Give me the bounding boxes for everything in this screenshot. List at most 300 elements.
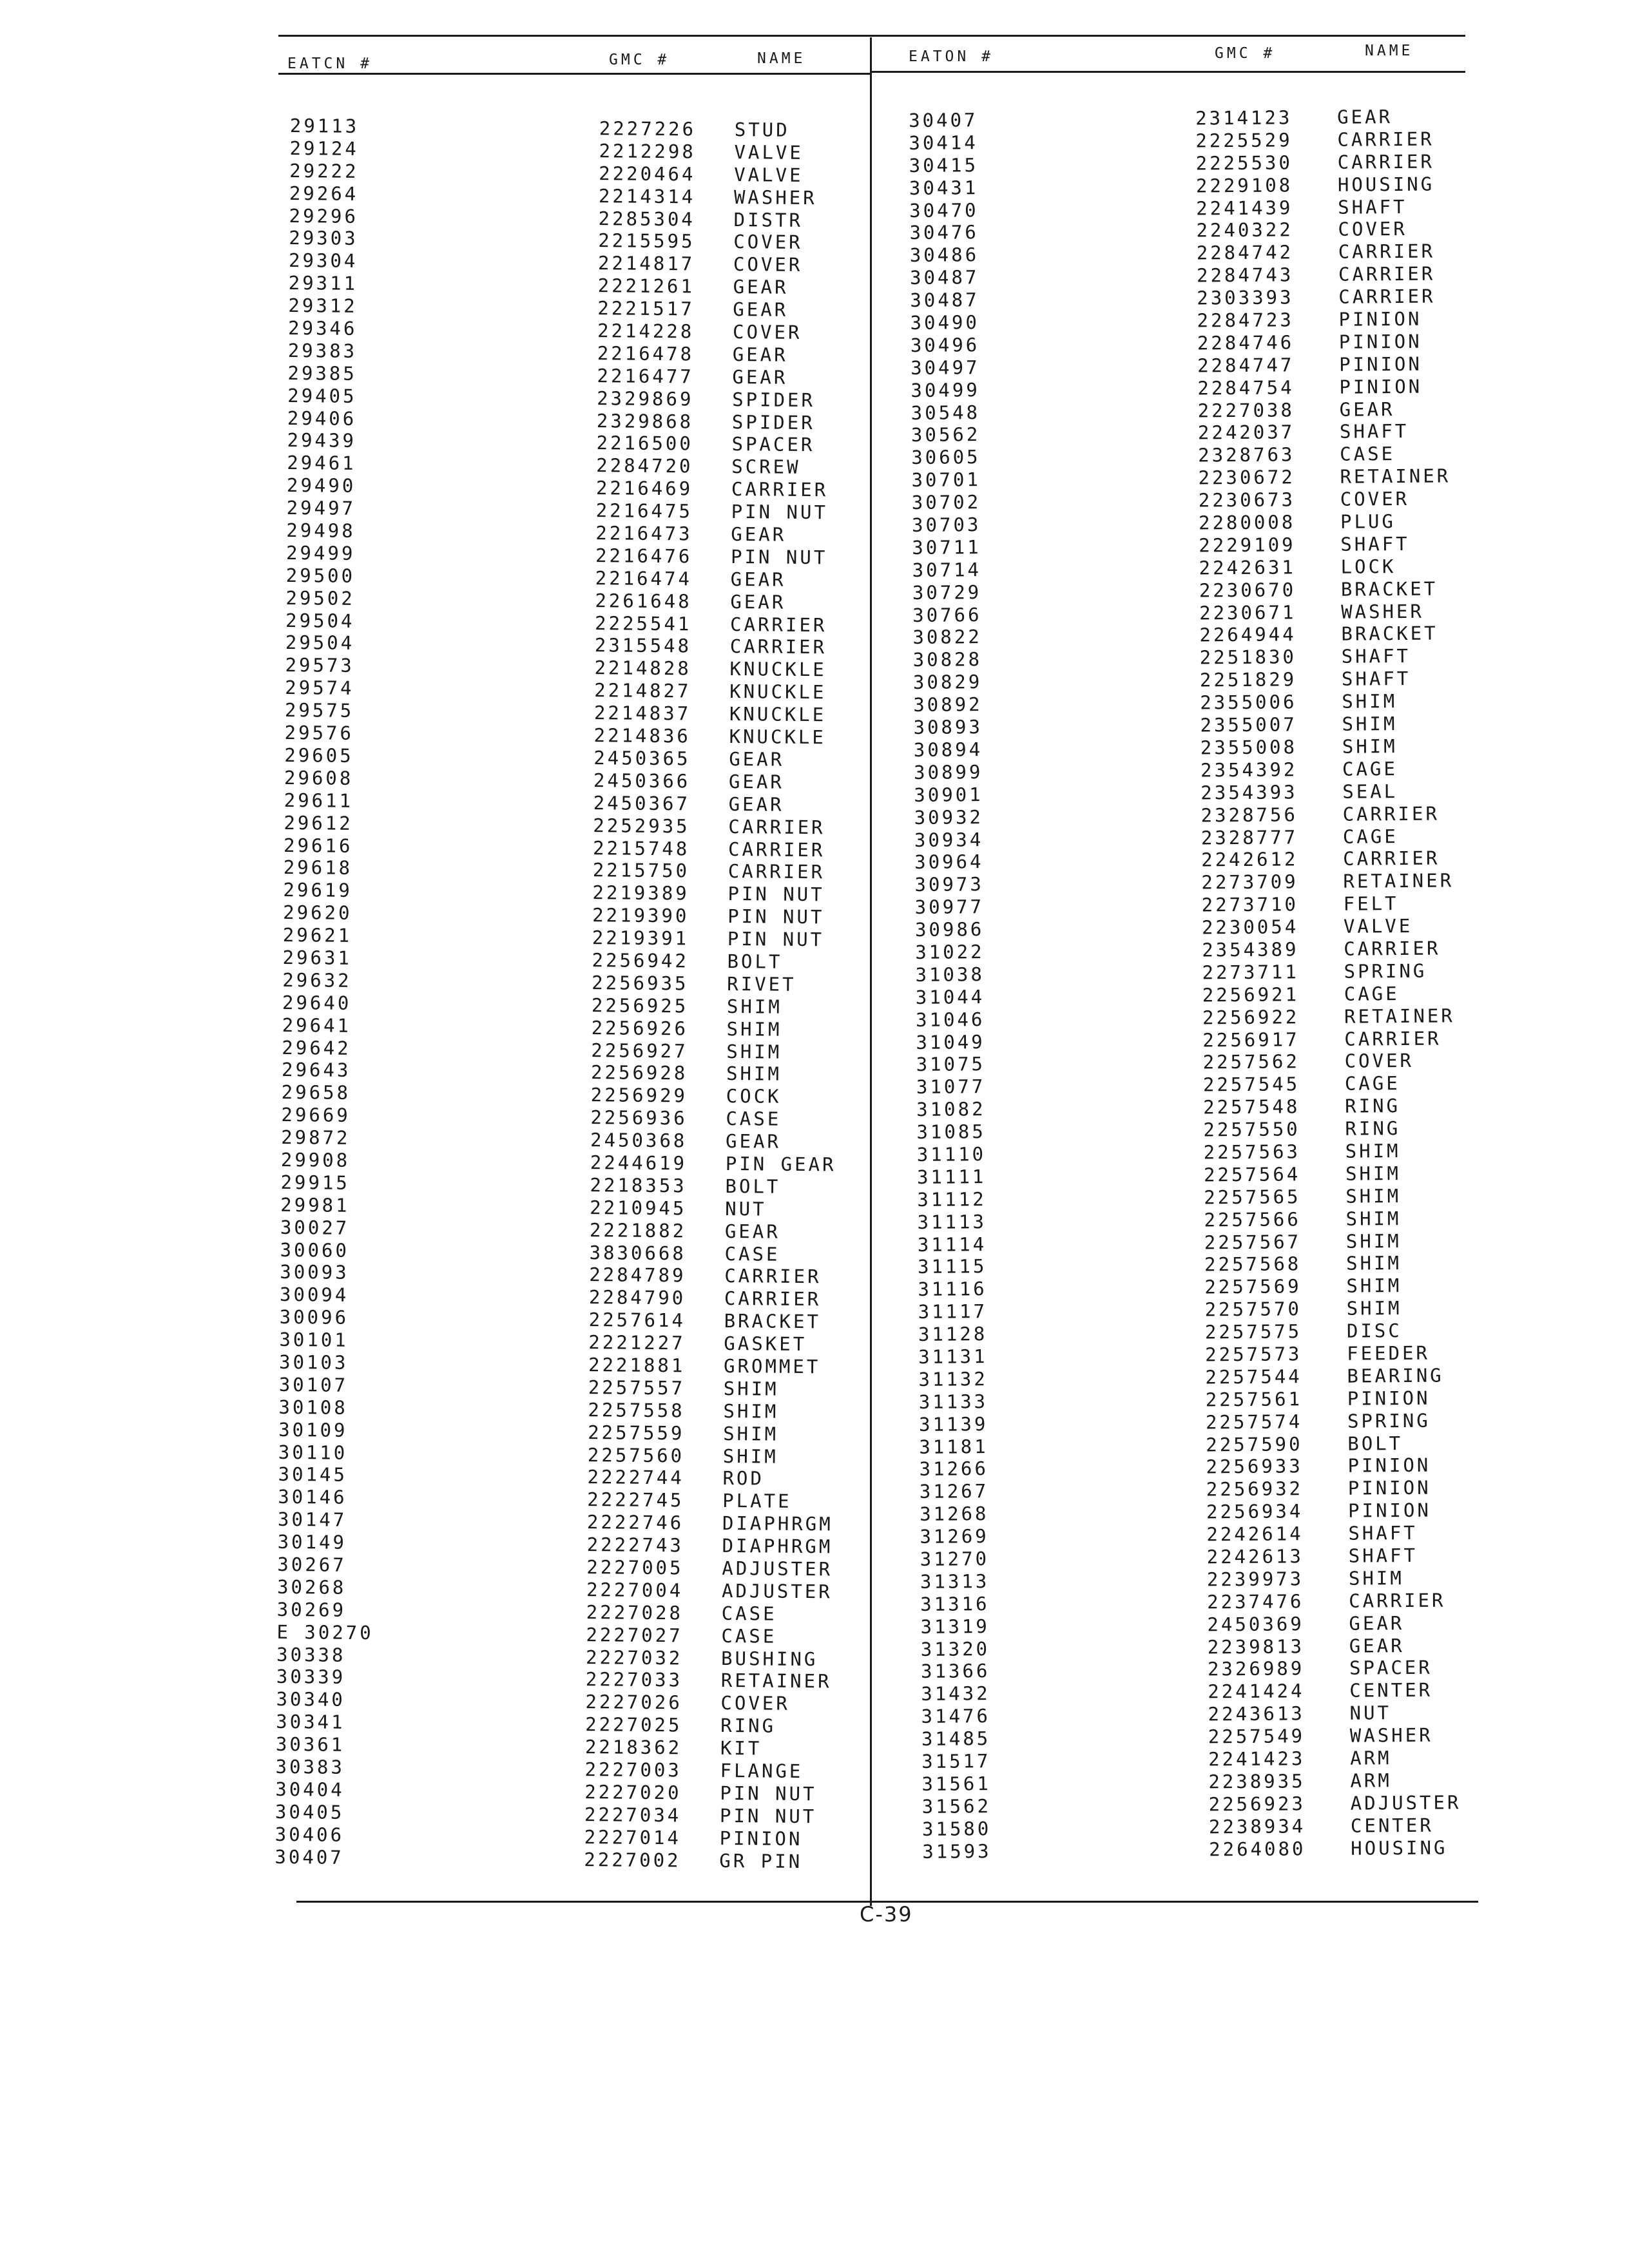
cell-gmc: 2328777 xyxy=(1200,825,1298,849)
cell-eaton: 31319 xyxy=(920,1615,990,1638)
cell-gmc: 2216469 xyxy=(595,477,693,500)
cell-gmc: 2284723 xyxy=(1197,309,1294,332)
cell-eaton: 31128 xyxy=(918,1323,988,1346)
cell-eaton: 31476 xyxy=(921,1705,991,1728)
cell-name: SHIM xyxy=(1345,1184,1402,1207)
cell-gmc: 2355006 xyxy=(1200,691,1297,714)
cell-gmc: 2273710 xyxy=(1201,893,1299,916)
cell-gmc: 2257549 xyxy=(1208,1725,1306,1748)
header-left-name: NAME xyxy=(757,50,806,67)
cell-gmc: 2237476 xyxy=(1207,1590,1304,1613)
cell-name: CAGE xyxy=(1344,982,1400,1005)
cell-eaton: 30110 xyxy=(278,1441,348,1464)
cell-eaton: 30711 xyxy=(912,536,981,559)
cell-eaton: 29620 xyxy=(283,901,352,925)
cell-gmc: 2256922 xyxy=(1202,1005,1300,1029)
cell-eaton: 31593 xyxy=(922,1840,992,1863)
cell-gmc: 2257614 xyxy=(588,1309,686,1332)
cell-eaton: 29618 xyxy=(283,856,353,879)
cell-gmc: 2214314 xyxy=(598,184,696,208)
cell-gmc: 2229109 xyxy=(1199,533,1296,557)
cell-eaton: 31268 xyxy=(919,1503,989,1526)
cell-gmc: 2229108 xyxy=(1195,173,1293,197)
cell-gmc: 2222746 xyxy=(586,1511,684,1534)
cell-name: SHIM xyxy=(726,1040,782,1063)
cell-name: BOLT xyxy=(727,950,783,973)
cell-name: WASHER xyxy=(1341,600,1425,623)
cell-gmc: 2216500 xyxy=(596,432,693,455)
cell-gmc: 2256925 xyxy=(591,994,689,1017)
cell-gmc: 2257567 xyxy=(1204,1230,1302,1253)
cell-eaton: 30490 xyxy=(910,311,980,334)
cell-gmc: 2261648 xyxy=(595,589,692,613)
cell-gmc: 2284742 xyxy=(1196,241,1294,264)
cell-eaton: 30269 xyxy=(276,1598,347,1621)
cell-gmc: 2216474 xyxy=(595,566,693,590)
cell-gmc: 3830668 xyxy=(589,1241,686,1264)
cell-gmc: 2227226 xyxy=(599,117,697,140)
cell-gmc: 2257563 xyxy=(1203,1140,1301,1164)
cell-name: SHIM xyxy=(1345,1252,1402,1275)
cell-gmc: 2256927 xyxy=(591,1039,688,1062)
cell-name: PINION xyxy=(1347,1499,1431,1522)
cell-gmc: 2284754 xyxy=(1197,376,1295,399)
cell-eaton: 30964 xyxy=(914,850,984,874)
cell-eaton: 31117 xyxy=(918,1300,988,1323)
cell-eaton: 31366 xyxy=(920,1660,990,1683)
header-underline-right xyxy=(871,71,1465,73)
column-divider xyxy=(870,37,872,1906)
cell-eaton: 29576 xyxy=(284,722,354,744)
cell-gmc: 2256936 xyxy=(590,1106,688,1129)
cell-name: SPRING xyxy=(1344,959,1427,983)
cell-eaton: 30829 xyxy=(912,671,983,694)
cell-name: CASE xyxy=(726,1108,782,1130)
cell-name: NUT xyxy=(1349,1702,1392,1724)
cell-gmc: 2329868 xyxy=(596,409,694,433)
cell-name: GEAR xyxy=(728,793,784,816)
header-left-eaton: EATCN # xyxy=(287,55,372,72)
cell-name: ARM xyxy=(1350,1769,1392,1792)
cell-eaton: 30899 xyxy=(913,760,983,783)
cell-gmc: 2214228 xyxy=(597,320,695,343)
cell-eaton: 30497 xyxy=(911,356,980,379)
cell-eaton: 31132 xyxy=(918,1367,988,1390)
cell-gmc: 2227004 xyxy=(586,1578,684,1602)
cell-name: PIN NUT xyxy=(731,501,829,524)
cell-eaton: 29405 xyxy=(287,384,357,407)
cell-eaton: 29124 xyxy=(289,137,360,160)
cell-name: SHIM xyxy=(1342,713,1398,735)
cell-gmc: 2221517 xyxy=(597,297,695,320)
cell-gmc: 2242631 xyxy=(1199,556,1296,579)
cell-name: RETAINER xyxy=(1344,1004,1455,1028)
cell-name: COVER xyxy=(720,1692,790,1715)
cell-name: KNUCKLE xyxy=(729,726,826,749)
cell-gmc: 2244619 xyxy=(590,1151,688,1175)
cell-name: BOLT xyxy=(725,1175,781,1198)
cell-gmc: 2256942 xyxy=(592,949,689,972)
cell-name: CAGE xyxy=(1342,825,1398,848)
cell-name: SHAFT xyxy=(1341,645,1411,668)
cell-name: RETAINER xyxy=(720,1669,832,1693)
cell-name: SHIM xyxy=(726,995,782,1018)
cell-eaton: 31115 xyxy=(917,1255,987,1278)
cell-name: COVER xyxy=(733,253,803,276)
cell-gmc: 2241439 xyxy=(1196,196,1293,220)
cell-gmc: 2354389 xyxy=(1202,938,1299,961)
cell-name: SHAFT xyxy=(1338,195,1407,218)
cell-name: FELT xyxy=(1343,892,1399,915)
cell-eaton: 31075 xyxy=(916,1053,986,1076)
cell-eaton: 29640 xyxy=(282,991,352,1014)
cell-name: HOUSING xyxy=(1351,1836,1448,1860)
cell-eaton: 31270 xyxy=(920,1548,990,1570)
cell-name: VALVE xyxy=(1343,914,1413,937)
cell-gmc: 2257564 xyxy=(1203,1163,1301,1186)
cell-gmc: 2222745 xyxy=(587,1488,684,1512)
cell-gmc: 2355007 xyxy=(1200,713,1297,736)
cell-gmc: 2256934 xyxy=(1206,1500,1304,1523)
cell-name: PIN NUT xyxy=(730,545,828,569)
cell-eaton: 29497 xyxy=(286,497,356,520)
header-underline-left xyxy=(278,73,871,75)
cell-gmc: 2257566 xyxy=(1204,1207,1301,1231)
cell-eaton: 30094 xyxy=(279,1283,349,1307)
cell-gmc: 2273709 xyxy=(1201,870,1298,894)
cell-name: CARRIER xyxy=(1338,285,1436,308)
cell-gmc: 2257575 xyxy=(1204,1320,1302,1343)
cell-eaton: 29619 xyxy=(283,879,352,902)
cell-name: SPACER xyxy=(1349,1657,1432,1680)
cell-gmc: 2315548 xyxy=(594,634,692,657)
cell-gmc: 2222743 xyxy=(586,1533,684,1557)
cell-eaton: 30145 xyxy=(278,1463,348,1486)
cell-eaton: 31181 xyxy=(919,1435,988,1458)
cell-gmc: 2252935 xyxy=(593,814,690,838)
cell-gmc: 2450369 xyxy=(1207,1612,1304,1636)
cell-gmc: 2215750 xyxy=(592,859,690,882)
cell-name: GEAR xyxy=(733,276,789,298)
cell-gmc: 2242612 xyxy=(1201,848,1298,871)
cell-name: SPACER xyxy=(731,433,815,456)
cell-name: PINION xyxy=(1347,1387,1431,1410)
cell-gmc: 2256933 xyxy=(1206,1455,1303,1478)
cell-eaton: 30822 xyxy=(912,626,982,649)
cell-eaton: 30108 xyxy=(278,1396,348,1419)
cell-name: CAGE xyxy=(1344,1072,1400,1095)
cell-eaton: 29303 xyxy=(289,227,358,250)
cell-eaton: 29264 xyxy=(289,182,359,205)
cell-name: PINION xyxy=(1339,375,1423,398)
cell-eaton: 30702 xyxy=(911,491,981,514)
cell-eaton: 30714 xyxy=(912,558,982,581)
cell-gmc: 2239973 xyxy=(1206,1568,1304,1591)
cell-name: GROMMET xyxy=(723,1354,821,1378)
cell-eaton: 31046 xyxy=(915,1008,985,1031)
cell-name: STUD xyxy=(734,119,790,141)
cell-gmc: 2264080 xyxy=(1209,1837,1306,1860)
cell-eaton: 30934 xyxy=(914,828,984,851)
cell-name: COVER xyxy=(1338,218,1407,241)
cell-gmc: 2450368 xyxy=(590,1129,688,1152)
cell-name: SHIM xyxy=(1345,1140,1401,1162)
cell-eaton: 29643 xyxy=(281,1059,351,1082)
cell-name: CARRIER xyxy=(724,1287,822,1311)
cell-name: CARRIER xyxy=(1337,128,1434,151)
cell-gmc: 2328763 xyxy=(1198,443,1295,466)
cell-name: SHIM xyxy=(723,1399,779,1423)
cell-eaton: 29608 xyxy=(284,766,354,789)
cell-name: SHIM xyxy=(726,1062,782,1086)
cell-eaton: 30415 xyxy=(909,153,979,177)
cell-gmc: 2221882 xyxy=(589,1218,687,1242)
cell-gmc: 2219389 xyxy=(592,881,689,905)
cell-name: CARRIER xyxy=(729,613,827,636)
cell-name: RIVET xyxy=(727,972,796,995)
cell-gmc: 2256935 xyxy=(592,971,689,995)
cell-name: SCREW xyxy=(731,456,801,479)
cell-gmc: 2329869 xyxy=(597,387,694,410)
cell-gmc: 2225529 xyxy=(1195,129,1293,152)
cell-eaton: 29632 xyxy=(282,968,352,992)
cell-eaton: 31085 xyxy=(916,1120,986,1144)
cell-name: PINION xyxy=(1338,307,1422,331)
cell-name: SHIM xyxy=(1345,1229,1402,1253)
cell-name: ADJUSTER xyxy=(722,1557,833,1581)
cell-gmc: 2257568 xyxy=(1204,1253,1302,1276)
cell-gmc: 2227020 xyxy=(584,1780,682,1804)
cell-gmc: 2219391 xyxy=(592,927,689,950)
cell-eaton: 29573 xyxy=(285,654,355,677)
cell-gmc: 2241424 xyxy=(1208,1680,1305,1703)
cell-name: CARRIER xyxy=(1337,150,1435,173)
cell-eaton: 30338 xyxy=(276,1643,346,1666)
cell-gmc: 2214836 xyxy=(593,724,691,747)
cell-name: SHIM xyxy=(723,1377,779,1400)
cell-name: CARRIER xyxy=(1338,240,1436,264)
cell-eaton: 29908 xyxy=(280,1148,351,1171)
cell-gmc: 2214817 xyxy=(597,252,695,275)
cell-gmc: 2225541 xyxy=(594,611,692,635)
cell-name: ADJUSTER xyxy=(721,1579,833,1603)
cell-eaton: E 30270 xyxy=(276,1620,374,1644)
cell-eaton: 31044 xyxy=(915,985,985,1008)
cell-name: GEAR xyxy=(732,343,788,366)
cell-name: SPRING xyxy=(1347,1409,1431,1432)
cell-name: BRACKET xyxy=(1340,577,1438,601)
cell-name: KNUCKLE xyxy=(729,680,827,704)
cell-name: DISTR xyxy=(733,208,804,231)
cell-name: DIAPHRGM xyxy=(722,1535,833,1558)
cell-name: CARRIER xyxy=(724,1265,822,1288)
cell-gmc: 2257562 xyxy=(1202,1050,1300,1073)
cell-name: CARRIER xyxy=(1343,847,1440,870)
left-parts-table xyxy=(275,115,857,1873)
cell-gmc: 2251830 xyxy=(1199,646,1297,669)
cell-gmc: 2284720 xyxy=(596,454,693,477)
cell-eaton: 31139 xyxy=(918,1412,988,1436)
cell-name: HOUSING xyxy=(1337,173,1435,196)
cell-eaton: 30383 xyxy=(275,1755,345,1778)
cell-eaton: 29504 xyxy=(285,609,355,632)
cell-gmc: 2242037 xyxy=(1197,421,1295,444)
cell-name: CENTER xyxy=(1350,1814,1434,1837)
cell-gmc: 2243613 xyxy=(1208,1702,1305,1725)
cell-name: SHAFT xyxy=(1348,1521,1418,1544)
cell-gmc: 2303393 xyxy=(1197,286,1294,309)
cell-name: CARRIER xyxy=(728,838,825,861)
cell-eaton: 30973 xyxy=(914,873,984,896)
cell-eaton: 30267 xyxy=(277,1553,347,1576)
cell-eaton: 30932 xyxy=(914,805,984,829)
cell-name: SHAFT xyxy=(1340,532,1410,555)
cell-gmc: 2216477 xyxy=(597,364,694,388)
cell-gmc: 2354392 xyxy=(1200,758,1298,782)
cell-name: SHAFT xyxy=(1339,420,1409,443)
cell-gmc: 2238935 xyxy=(1208,1770,1306,1793)
cell-gmc: 2242614 xyxy=(1206,1523,1304,1546)
cell-name: KIT xyxy=(720,1737,762,1760)
cell-name: SHIM xyxy=(1346,1297,1402,1320)
cell-gmc: 2227026 xyxy=(585,1691,682,1714)
cell-eaton: 30703 xyxy=(911,514,981,537)
cell-gmc: 2214837 xyxy=(593,702,691,725)
cell-gmc: 2230672 xyxy=(1198,466,1295,489)
cell-name: GEAR xyxy=(1349,1611,1405,1635)
cell-eaton: 29642 xyxy=(282,1036,351,1059)
cell-eaton: 30605 xyxy=(911,446,981,469)
cell-name: ADJUSTER xyxy=(1350,1791,1461,1814)
cell-eaton: 30729 xyxy=(912,581,982,604)
header-left-gmc: GMC # xyxy=(609,52,670,68)
cell-name: CARRIER xyxy=(1342,802,1440,825)
cell-eaton: 29616 xyxy=(283,834,353,857)
cell-gmc: 2257561 xyxy=(1205,1388,1303,1411)
cell-gmc: 2239813 xyxy=(1207,1635,1305,1658)
cell-eaton: 29605 xyxy=(284,744,354,767)
cell-eaton: 30149 xyxy=(277,1531,347,1553)
cell-eaton: 30487 xyxy=(910,289,979,312)
cell-eaton: 29499 xyxy=(285,541,356,564)
cell-eaton: 30147 xyxy=(277,1508,347,1532)
cell-gmc: 2242613 xyxy=(1206,1545,1304,1568)
cell-eaton: 29113 xyxy=(289,115,360,137)
cell-name: PINION xyxy=(1347,1454,1431,1477)
cell-gmc: 2450365 xyxy=(593,747,691,770)
cell-eaton: 30093 xyxy=(280,1261,349,1284)
cell-eaton: 31131 xyxy=(918,1345,988,1368)
cell-eaton: 29872 xyxy=(281,1126,351,1149)
cell-gmc: 2257559 xyxy=(588,1421,685,1445)
cell-gmc: 2216476 xyxy=(595,544,693,568)
cell-eaton: 30060 xyxy=(280,1238,350,1262)
cell-name: RETAINER xyxy=(1343,869,1454,893)
cell-eaton: 31113 xyxy=(917,1210,987,1233)
cell-gmc: 2328756 xyxy=(1200,803,1298,827)
cell-eaton: 31320 xyxy=(920,1637,990,1660)
cell-name: BUSHING xyxy=(720,1647,818,1670)
cell-gmc: 2251829 xyxy=(1199,668,1297,691)
cell-gmc: 2273711 xyxy=(1202,961,1299,984)
cell-eaton: 29311 xyxy=(288,272,358,295)
cell-gmc: 2218362 xyxy=(584,1736,682,1759)
cell-eaton: 31266 xyxy=(919,1457,989,1481)
cell-gmc: 2227038 xyxy=(1197,398,1295,422)
cell-gmc: 2257565 xyxy=(1204,1186,1301,1209)
cell-name: PINION xyxy=(719,1827,803,1850)
cell-gmc: 2257545 xyxy=(1202,1073,1300,1096)
cell-eaton: 29658 xyxy=(281,1081,351,1104)
cell-name: PIN NUT xyxy=(728,883,825,906)
cell-name: SHIM xyxy=(1345,1162,1401,1185)
cell-eaton: 31517 xyxy=(921,1750,991,1773)
cell-eaton: 29641 xyxy=(282,1014,352,1037)
cell-gmc: 2326989 xyxy=(1207,1657,1305,1680)
cell-gmc: 2216475 xyxy=(595,499,693,523)
cell-eaton: 30340 xyxy=(276,1688,345,1711)
cell-gmc: 2257569 xyxy=(1204,1275,1302,1298)
cell-name: GR PIN xyxy=(719,1849,803,1872)
cell-name: VALVE xyxy=(734,163,804,186)
cell-gmc: 2230054 xyxy=(1201,916,1299,939)
cell-gmc: 2256926 xyxy=(591,1016,689,1040)
cell-gmc: 2257570 xyxy=(1204,1298,1302,1321)
cell-name: PIN NUT xyxy=(719,1804,817,1828)
cell-eaton: 29406 xyxy=(287,407,357,430)
cell-eaton: 29915 xyxy=(280,1171,350,1194)
cell-eaton: 31111 xyxy=(916,1165,987,1188)
cell-gmc: 2221227 xyxy=(588,1331,686,1354)
cell-eaton: 31114 xyxy=(917,1233,987,1256)
cell-name: WASHER xyxy=(733,186,817,209)
cell-name: GEAR xyxy=(730,568,786,591)
cell-eaton: 29490 xyxy=(286,474,356,497)
cell-gmc: 2230671 xyxy=(1199,601,1296,624)
cell-eaton: 29346 xyxy=(287,317,358,340)
cell-name: SHIM xyxy=(722,1445,778,1468)
cell-eaton: 30470 xyxy=(909,198,979,222)
cell-eaton: 29631 xyxy=(282,946,352,969)
cell-gmc: 2227005 xyxy=(586,1556,684,1579)
cell-eaton: 30828 xyxy=(912,648,983,671)
cell-eaton: 30096 xyxy=(279,1306,349,1329)
cell-name: DIAPHRGM xyxy=(722,1512,833,1535)
cell-gmc: 2238934 xyxy=(1208,1814,1306,1838)
top-rule xyxy=(278,35,1465,37)
cell-name: PINION xyxy=(1338,352,1423,376)
cell-eaton: 30892 xyxy=(913,693,983,716)
table-row xyxy=(275,1845,842,1873)
cell-gmc: 2214828 xyxy=(594,657,691,680)
cell-gmc: 2284790 xyxy=(588,1286,686,1309)
cell-name: LOCK xyxy=(1340,555,1396,578)
table-row xyxy=(922,1836,1476,1863)
cell-eaton: 31580 xyxy=(921,1817,992,1840)
cell-name: SHIM xyxy=(1342,690,1398,713)
cell-name: PIN NUT xyxy=(727,928,825,951)
cell-eaton: 31077 xyxy=(916,1075,986,1099)
cell-gmc: 2218353 xyxy=(590,1173,687,1197)
cell-eaton: 30407 xyxy=(909,109,978,131)
cell-eaton: 30405 xyxy=(275,1800,345,1823)
cell-eaton: 30406 xyxy=(275,1823,345,1846)
cell-name: CARRIER xyxy=(729,635,827,658)
cell-name: SHIM xyxy=(723,1422,779,1445)
cell-name: CARRIER xyxy=(1338,262,1436,286)
cell-name: ROD xyxy=(722,1467,765,1490)
cell-gmc: 2230670 xyxy=(1199,579,1296,602)
